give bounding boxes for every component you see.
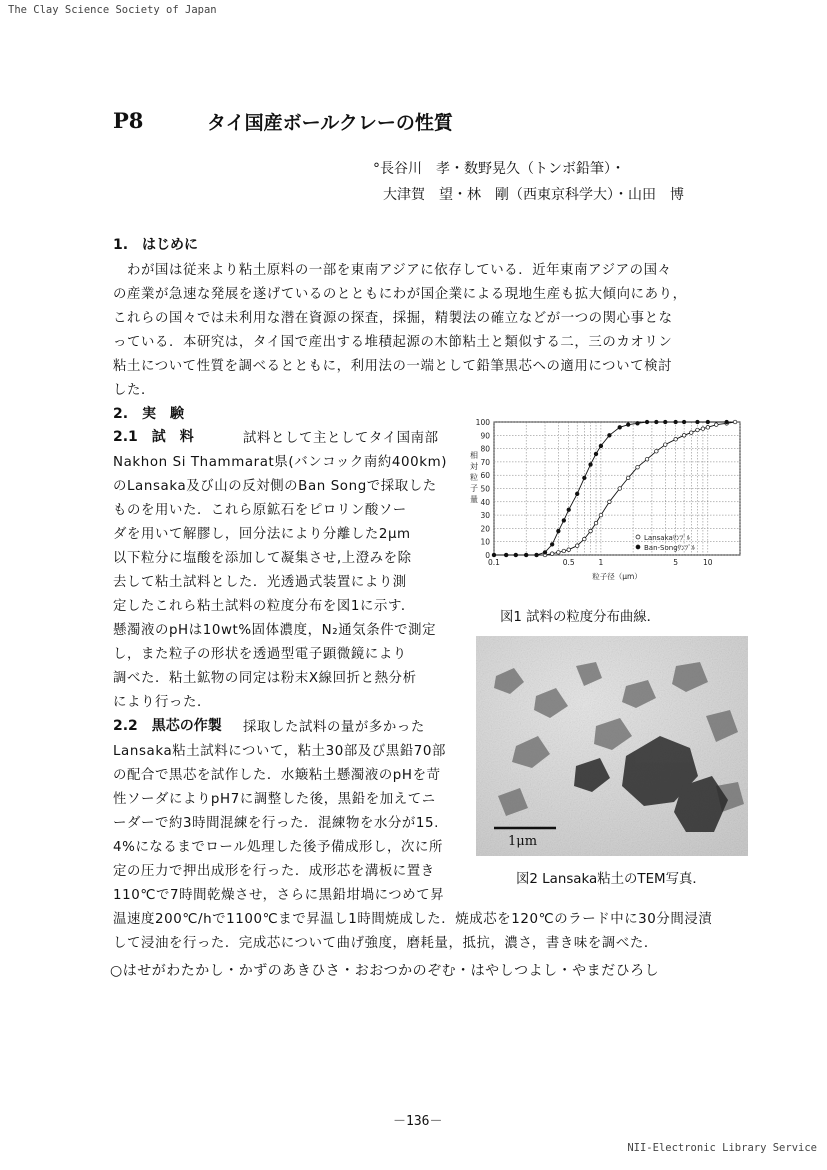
data-point: [706, 426, 710, 430]
x-tick-label: 1: [598, 558, 604, 567]
s22-line: 採取した試料の量が多かった: [243, 720, 425, 735]
header-society: The Clay Science Society of Japan: [8, 4, 217, 16]
data-point: [706, 420, 710, 424]
legend-label: Lansakaｻﾝﾌﾟﾙ: [644, 534, 691, 542]
authors-line-2: 大津賀 望・林 剛（西東京科学大）・山田 博: [383, 187, 684, 203]
data-point: [575, 492, 579, 496]
legend-label: Ban-Songｻﾝﾌﾟﾙ: [644, 544, 696, 552]
y-tick-label: 20: [480, 524, 490, 534]
s22-full-line: 温速度200℃/hで1100℃まで昇温し1時間焼成した．焼成芯を120℃のラード中に30分間浸漬: [113, 912, 713, 927]
paper-code: P8: [113, 108, 144, 133]
data-point: [492, 553, 496, 557]
s21-line: ものを用いた．これら原鉱石をピロリン酸ソー: [113, 503, 407, 518]
figure-1-caption: 図1 試料の粒度分布曲線．: [500, 610, 661, 625]
s22-line: 定の圧力で押出成形を行った．成形芯を溝板に置き: [113, 864, 435, 879]
data-point: [557, 551, 561, 555]
s22-line: の配合で黒芯を試作した．水簸粘土懸濁液のpHを苛: [113, 768, 441, 783]
data-point: [562, 519, 566, 523]
x-tick-label: 0.1: [488, 558, 500, 567]
authors-line-1: °長谷川 孝・数野晃久（トンボ鉛筆）・: [373, 161, 625, 177]
data-point: [589, 529, 593, 533]
x-tick-label: 0.5: [562, 558, 575, 567]
data-point: [618, 487, 622, 491]
header-service: NII-Electronic Library Service: [627, 1142, 817, 1154]
paper-title: タイ国産ボールクレーの性質: [207, 112, 453, 134]
y-tick-label: 90: [480, 431, 490, 441]
section-2-heading: 2. 実 験: [113, 406, 185, 422]
data-point: [608, 434, 612, 438]
x-tick-label: 10: [703, 558, 713, 567]
x-tick-label: 5: [673, 558, 679, 567]
s21-line: 定したこれら粘土試料の粒度分布を図1に示す．: [113, 599, 415, 614]
data-point: [535, 553, 539, 557]
s21-line: 調べた．粘土鉱物の同定は粉末X線回折と熱分析: [113, 671, 417, 686]
s22-line: ーダーで約3時間混練を行った．混練物を水分が15.: [113, 816, 440, 831]
s1-line: の産業が急速な発展を遂げているのとともにわが国企業による現地生産も拡大傾向にあり，: [113, 287, 687, 302]
tem-scale-label: 1μm: [508, 834, 538, 849]
figure-2-caption: 図2 Lansaka粘土のTEM写真．: [516, 872, 706, 887]
data-point: [682, 434, 686, 438]
s21-line: 試料として主としてタイ国南部: [243, 431, 439, 446]
s21-line: により行った．: [113, 695, 211, 710]
data-point: [618, 426, 622, 430]
data-point: [524, 553, 528, 557]
data-point: [608, 500, 612, 504]
s22-line: 性ソーダによりpH7に調整した後，黒鉛を加えてニ: [113, 792, 436, 807]
data-point: [567, 508, 571, 512]
data-point: [504, 553, 508, 557]
y-tick-label: 80: [480, 444, 490, 454]
data-point: [599, 513, 603, 517]
y-axis-label: 相対粒子量: [470, 451, 478, 504]
y-tick-label: 50: [480, 484, 490, 494]
s21-line: し，また粒子の形状を透過型電子顕微鏡により: [113, 647, 407, 662]
s22-line: 110℃で7時間乾燥させ，さらに黒鉛坩堝につめて昇: [113, 888, 445, 903]
data-point: [696, 420, 700, 424]
data-point: [583, 537, 587, 541]
data-point: [636, 465, 640, 469]
data-point: [594, 521, 598, 525]
data-point: [682, 420, 686, 424]
s21-line: 懸濁液のpHは10wt%固体濃度，N₂通気条件で測定: [113, 623, 437, 638]
data-point: [636, 422, 640, 426]
s1-line: っている．本研究は，タイ国で産出する堆積起源の木節粘土と類似する二，三のカオリン: [113, 335, 673, 350]
data-point: [663, 443, 667, 447]
series-line: [494, 422, 727, 555]
legend-marker: [636, 545, 640, 549]
y-tick-label: 100: [475, 418, 490, 427]
y-tick-label: 30: [480, 511, 490, 521]
s1-line: した．: [113, 383, 155, 398]
data-point: [567, 548, 571, 552]
data-point: [575, 544, 579, 548]
tem-photo: [476, 636, 748, 856]
particle-size-chart: [458, 414, 748, 594]
data-point: [645, 420, 649, 424]
data-point: [599, 444, 603, 448]
x-axis-label: 粒子径（μm）: [592, 572, 642, 581]
data-point: [689, 431, 693, 435]
legend-marker: [636, 535, 640, 539]
section-2-2-heading: 2.2 黒芯の作製: [113, 718, 222, 734]
data-point: [557, 529, 561, 533]
data-point: [589, 463, 593, 467]
data-point: [674, 437, 678, 441]
data-point: [594, 452, 598, 456]
s22-line: 4%になるまでロール処理した後予備成形し，次に所: [113, 840, 443, 855]
data-point: [514, 553, 518, 557]
s21-line: ダを用いて解膠し，回分法により分離した2μm: [113, 527, 411, 542]
data-point: [733, 420, 737, 424]
s22-line: Lansaka粘土試料について，粘土30部及び黒鉛70部: [113, 744, 447, 759]
y-tick-label: 70: [480, 457, 490, 467]
data-point: [674, 420, 678, 424]
s21-line: 以下粒分に塩酸を添加して凝集させ,上澄みを除: [113, 551, 412, 566]
s21-line: のLansaka及び山の反対側のBan Songで採取した: [113, 479, 437, 494]
section-2-1-heading: 2.1 試 料: [113, 429, 194, 445]
y-tick-label: 60: [480, 471, 490, 481]
data-point: [562, 549, 566, 553]
data-point: [696, 428, 700, 432]
section-1-heading: 1. はじめに: [113, 237, 199, 253]
data-point: [645, 457, 649, 461]
s1-line: これらの国々では未利用な潜在資源の探査，採掘，精製法の確立などが一つの関心事とな: [113, 311, 673, 326]
data-point: [550, 543, 554, 547]
s1-line: わが国は従来より粘土原料の一部を東南アジアに依存している．近年東南アジアの国々: [127, 263, 672, 278]
data-point: [543, 551, 547, 555]
s21-line: Nakhon Si Thammarat県(バンコック南約400km): [113, 455, 448, 470]
data-point: [583, 476, 587, 480]
author-readings-footnote: ○はせがわたかし・かずのあきひさ・おおつかのぞむ・はやしつよし・やまだひろし: [110, 963, 660, 979]
page-number: －136－: [393, 1114, 443, 1129]
data-point: [701, 427, 705, 431]
s21-line: 去して粘土試料とした．光透過式装置により測: [113, 575, 407, 590]
data-point: [725, 420, 729, 424]
data-point: [550, 552, 554, 556]
y-tick-label: 40: [480, 497, 490, 507]
data-point: [626, 423, 630, 427]
y-tick-label: 0: [485, 551, 490, 560]
data-point: [663, 420, 667, 424]
s1-line: 粘土について性質を調べるとともに，利用法の一端として鉛筆黒芯への適用について検討: [113, 359, 673, 374]
data-point: [655, 449, 659, 453]
data-point: [626, 476, 630, 480]
s22-full-line: して浸油を行った．完成芯について曲げ強度，磨耗量，抵抗，濃さ，書き味を調べた．: [113, 936, 658, 951]
data-point: [655, 420, 659, 424]
data-point: [714, 423, 718, 427]
y-tick-label: 10: [480, 537, 490, 547]
